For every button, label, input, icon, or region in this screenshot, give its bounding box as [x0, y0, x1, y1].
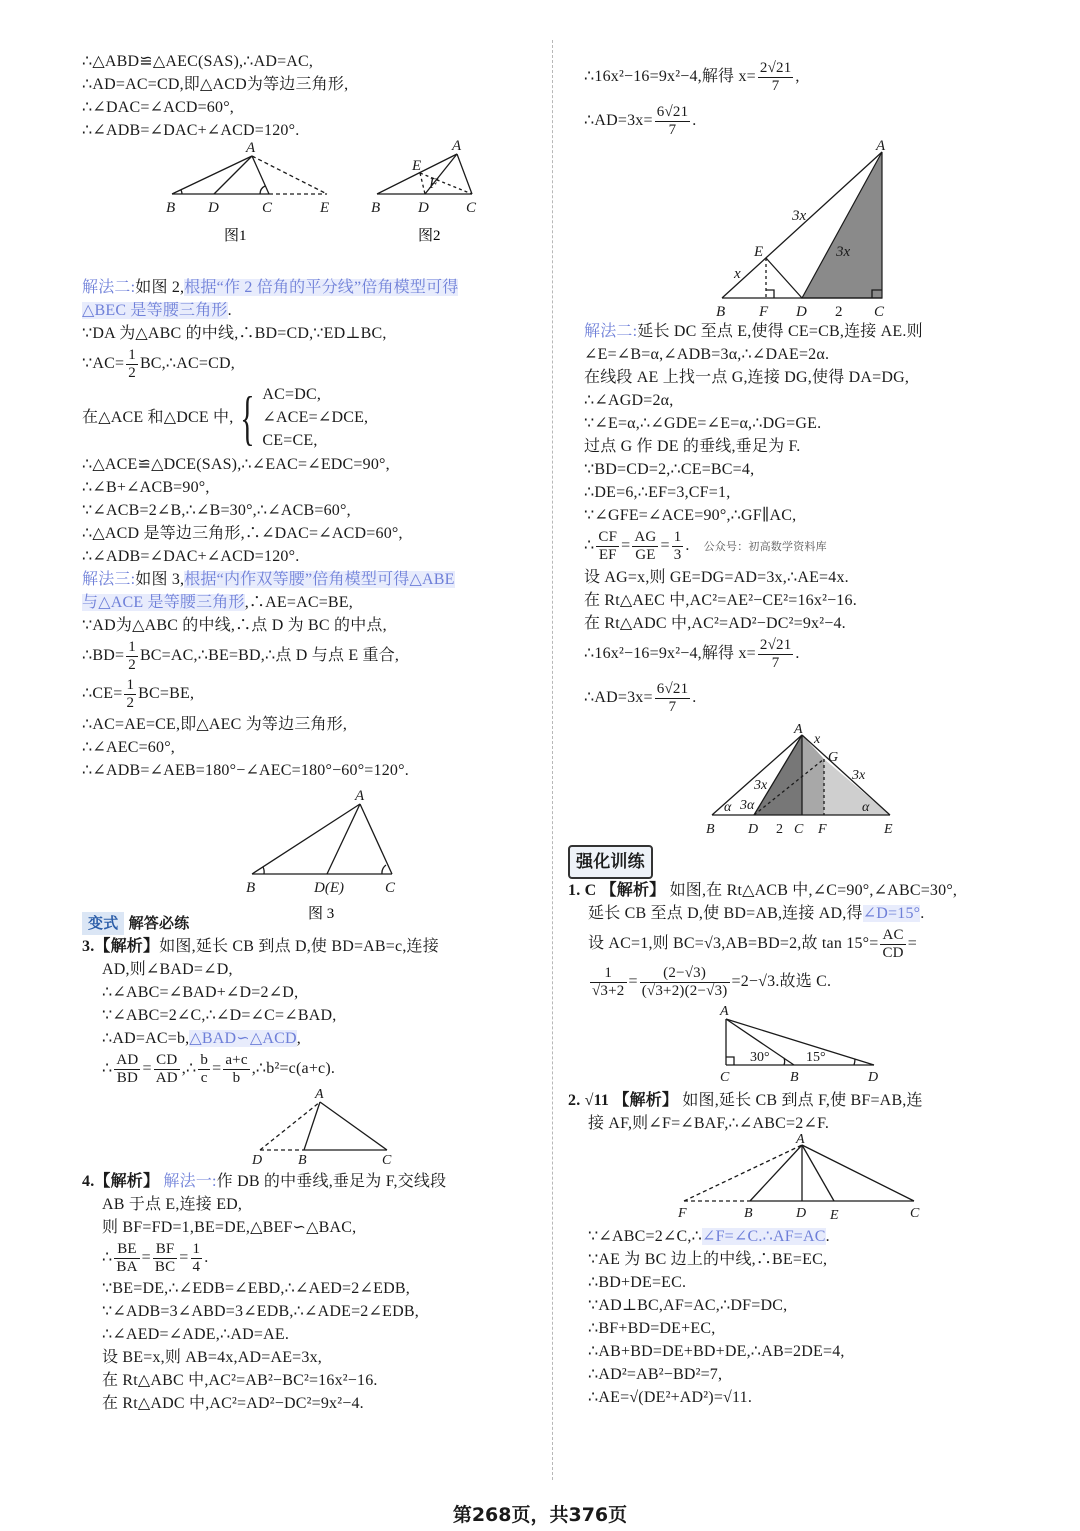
- svg-text:E: E: [320, 200, 330, 216]
- line: ∴∠AED=∠ADE,∴AD=AE.: [102, 1326, 290, 1343]
- variant-header: 变式 解答必练: [82, 912, 544, 935]
- right-column: ∴16x²−16=9x²−4,解得 x= $\frac{2√21}{7}$ , ∴AD=3x= $\frac{6√21}{7}$ . A E B F D 2 C 3x 3x x 解法二:延长 DC 至点 E,使得 CE=CB,连接 AE.则 ∠E=∠B=α,∠ADB=3α,∴∠DAE=2α. 在线段 AE 上找一点 G,连接 DG,使得 DA=DG, ∴∠AGD=2α, ∵∠E=α,∴∠GDE=∠E=α,∴DG=GE. 过点 G 作 DE 的垂线,垂足为 F. ∵BD=CD=2,∴CE=BC=4, ∴DE=6,∴EF=3,CF=1, ∵∠GFE=∠ACE=90°,∴GF∥AC, ∴ $\frac{CF}{EF}$ = $\frac{AG}{GE}$ = $\frac{1}{3}$ . 公众号：初高数学资料库 设 AG=x,则 GE=DG=AD=3x,∴AE=4x. 在 Rt△AEC 中,AC²=AE²−CE²=16x²−16. 在 Rt△ADC 中,AC²=AD²−DC²=9x²−4. ∴16x²−16=9x²−4,解得 x= $\frac{2√21}{7}$ . ∴AD=3x= $\frac{6√21}{7}$ . A x G 3x 3x 3α α α B D 2 C F E 强化训练 1. C 【解析】 如图,在 Rt△ACB 中,∠C=90°,∠ABC=30°, 延长 CB 至点 D,使 BD=AB,连接 AD,得∠D=15°. 设 AC=1,则 BC=√3,AB=BD=2,故 tan 15°= $\frac{AC}{CD}$ = $\frac{1}{√3+2}$ = $\frac{(2-√3)}{(√3+2)(2-√3)}$ =2−√3.故选 C. A C B D 30° 15° 2. √11 【解析】 如图,延长 CB 到点 F,使 BF=AB,连 接 AF,则∠F=∠BAF,∴∠ABC=2∠F. A F B D E C ∵∠ABC=2∠C,∴∠F=∠C.∴AF=AC. ∵AE 为 BC 边上的中线,∴BE=EC, ∴BD+DE=EC. ∵AD⊥BC,AF=AC,∴DF=DC, ∴BF+BD=DE+EC, ∴AB+BD=DE+BD+DE,∴AB=2DE=4, ∴AD²=AB²−BD²=7, ∴AE=√(DE²+AD²)=√11.: [584, 58, 1034, 1409]
- line: ∴∠DAC=∠ACD=60°,: [82, 99, 234, 116]
- line: ∵∠E=α,∴∠GDE=∠E=α,∴DG=GE.: [584, 415, 822, 432]
- system-line: 在△ACE 和△DCE 中, { AC=DC, ∠ACE=∠DCE, CE=CE,: [82, 384, 369, 451]
- line: ∴△ACD 是等边三角形,∴∠DAC=∠ACD=60°,: [82, 525, 403, 542]
- svg-text:D: D: [796, 1206, 807, 1221]
- line: ∵∠ABC=2∠C,∴∠D=∠C=∠BAD,: [102, 1007, 337, 1024]
- figure-q4-1: [584, 138, 1034, 320]
- svg-text:B: B: [716, 304, 726, 320]
- line: ∴∠B+∠ACB=90°,: [82, 479, 210, 496]
- svg-text:3x: 3x: [836, 244, 851, 260]
- method2-line: 解法二:如图 2,根据“作 2 倍角的平分线”倍角模型可得: [82, 279, 459, 296]
- line: 设 AG=x,则 GE=DG=AD=3x,∴AE=4x.: [584, 569, 849, 586]
- variant-tag: 变式: [82, 912, 124, 935]
- method-label: 解法三:: [82, 571, 136, 588]
- line: ∴∠AEC=60°,: [82, 739, 176, 756]
- fig3-caption: 图 3: [308, 906, 335, 922]
- line: ∵BD=CD=2,∴CE=BC=4,: [584, 461, 755, 478]
- line: ∴AD²=AB²−BD²=7,: [588, 1366, 723, 1383]
- svg-text:A: A: [315, 1087, 324, 1102]
- r12-fractions: ∴ $\frac{CF}{EF}$ = $\frac{AG}{GE}$ = $\frac{1}{3}$ . 公众号：初高数学资料库: [584, 528, 827, 563]
- svg-text:C: C: [466, 200, 477, 216]
- line: 在 Rt△ADC 中,AC²=AD²−DC²=9x²−4.: [584, 615, 846, 632]
- line: ∠E=∠B=α,∠ADB=3α,∴∠DAE=2α.: [584, 346, 830, 363]
- q3-line: 3.【解析】如图,延长 CB 到点 D,使 BD=AB=c,连接: [82, 938, 439, 955]
- svg-text:D: D: [796, 304, 807, 320]
- figure-1-2: [82, 138, 544, 272]
- svg-text:C: C: [382, 1153, 392, 1168]
- line: AD,则∠BAD=∠D,: [102, 961, 233, 978]
- label-A: A: [246, 140, 256, 156]
- svg-text:D: D: [208, 200, 219, 216]
- svg-text:D: D: [748, 822, 759, 837]
- svg-text:B: B: [744, 1206, 753, 1221]
- svg-text:G: G: [828, 750, 839, 765]
- svg-text:B: B: [371, 200, 381, 216]
- svg-text:E: E: [412, 158, 422, 174]
- line: ∴AD=AC=CD,即△ACD为等边三角形,: [82, 76, 349, 93]
- svg-text:2: 2: [835, 304, 843, 320]
- svg-text:3x: 3x: [852, 768, 866, 783]
- svg-text:B: B: [246, 880, 256, 896]
- svg-text:A: A: [355, 788, 365, 804]
- line: 在 Rt△ABC 中,AC²=AB²−BC²=16x²−16.: [102, 1372, 378, 1389]
- svg-text:E: E: [754, 244, 764, 260]
- q2-line: 2. √11 【解析】 如图,延长 CB 到点 F,使 BF=AB,连: [568, 1092, 923, 1109]
- line: ∴△ACE≌△DCE(SAS),∴∠EAC=∠EDC=90°,: [82, 456, 390, 473]
- svg-text:F: F: [678, 1206, 687, 1221]
- line: ∵AC= $\frac{1}{2}$ BC,∴AC=CD,: [82, 346, 235, 381]
- svg-text:A: A: [794, 722, 803, 737]
- line: ∴∠ADB=∠AEB=180°−∠AEC=180°−60°=120°.: [82, 762, 409, 779]
- line: ∴AC=AE=CE,即△AEC 为等边三角形,: [82, 716, 348, 733]
- svg-text:A: A: [452, 138, 462, 154]
- line: 在线段 AE 上找一点 G,连接 DG,使得 DA=DG,: [584, 369, 910, 386]
- method3-line: 解法三:如图 3,根据“内作双等腰”倍角模型可得△ABE: [82, 571, 455, 588]
- line: ∴CE= $\frac{1}{2}$ BC=BE,: [82, 676, 195, 711]
- svg-text:C: C: [385, 880, 396, 896]
- q3-fractions: ∴ $\frac{AD}{BD}$ = $\frac{CD}{AD}$ ,∴ $\frac{b}{c}$ = $\frac{a+c}{b}$ ,∴b²=c(a+c).: [102, 1051, 336, 1086]
- q4-line: 4.【解析】 解法一:作 DB 的中垂线,垂足为 F,交线段: [82, 1173, 447, 1190]
- line: 接 AF,则∠F=∠BAF,∴∠ABC=2∠F.: [588, 1115, 830, 1132]
- svg-text:C: C: [794, 822, 804, 837]
- page-footer: 第268页，共376页: [452, 1504, 628, 1526]
- svg-text:C: C: [874, 304, 885, 320]
- svg-text:C: C: [262, 200, 273, 216]
- line: ∵DA 为△ABC 的中线,∴BD=CD,∵ED⊥BC,: [82, 325, 387, 342]
- svg-text:C: C: [910, 1206, 920, 1221]
- watermark-note: 公众号：初高数学资料库: [703, 540, 827, 553]
- highlight: 根据“作 2 倍角的平分线”倍角模型可得: [184, 279, 459, 296]
- line: 在 Rt△ADC 中,AC²=AD²−DC²=9x²−4.: [102, 1395, 364, 1412]
- svg-text:B: B: [298, 1153, 307, 1168]
- line: ∴∠ADB=∠DAC+∠ACD=120°.: [82, 122, 300, 139]
- figure-q4-2: [584, 721, 1034, 837]
- line: ∵AE 为 BC 边上的中线,∴BE=EC,: [588, 1251, 828, 1268]
- svg-text:x: x: [814, 732, 821, 747]
- line: 设 BE=x,则 AB=4x,AD=AE=3x,: [102, 1349, 323, 1366]
- line: ∴∠AGD=2α,: [584, 392, 674, 409]
- svg-text:B: B: [166, 200, 176, 216]
- line: ∴BD= $\frac{1}{2}$ BC=AC,∴BE=BD,∴点 D 与点 E 重合,: [82, 638, 400, 673]
- svg-text:A: A: [720, 1004, 729, 1019]
- svg-text:B: B: [790, 1070, 799, 1085]
- fig2-caption: 图2: [418, 228, 441, 244]
- line: ∴AB+BD=DE+BD+DE,∴AB=2DE=4,: [588, 1343, 845, 1360]
- svg-text:F: F: [759, 304, 769, 320]
- svg-text:A: A: [876, 138, 886, 154]
- line: 在 Rt△AEC 中,AC²=AE²−CE²=16x²−16.: [584, 592, 857, 609]
- line: 则 BF=FD=1,BE=DE,△BEF∽△BAC,: [102, 1219, 357, 1236]
- line: ∴∠ABC=∠BAD+∠D=2∠D,: [102, 984, 299, 1001]
- line: ∴DE=6,∴EF=3,CF=1,: [584, 484, 731, 501]
- line: ∴BF+BD=DE+EC,: [588, 1320, 716, 1337]
- line: ∵∠ADB=3∠ABD=3∠EDB,∴∠ADE=2∠EDB,: [102, 1303, 419, 1320]
- svg-text:D: D: [252, 1153, 263, 1168]
- svg-text:C: C: [720, 1070, 730, 1085]
- figure-q3: [82, 1087, 544, 1168]
- figure-q2: [584, 1132, 1034, 1223]
- line: ∴△ABD≌△AEC(SAS),∴AD=AC,: [82, 53, 314, 70]
- svg-text:D: D: [418, 200, 429, 216]
- svg-text:3α: 3α: [740, 798, 755, 813]
- fig1-line-ba: [172, 156, 252, 194]
- column-divider: [552, 40, 553, 1480]
- svg-text:E: E: [884, 822, 893, 837]
- figure-3: [82, 786, 544, 922]
- svg-text:3x: 3x: [792, 208, 807, 224]
- svg-text:x: x: [734, 266, 741, 282]
- figure-q1: [584, 1004, 1034, 1085]
- q1-line: 1. C 【解析】 如图,在 Rt△ACB 中,∠C=90°,∠ABC=30°,: [568, 882, 958, 899]
- fig1-caption: 图1: [224, 228, 247, 244]
- line: ∵∠GFE=∠ACE=90°,∴GF∥AC,: [584, 507, 797, 524]
- q4-fractions: ∴ $\frac{BE}{BA}$ = $\frac{BF}{BC}$ = $\frac{1}{4}$ .: [102, 1240, 209, 1275]
- line: ∵BE=DE,∴∠EDB=∠EBD,∴∠AED=2∠EDB,: [102, 1280, 410, 1297]
- svg-text:D: D: [868, 1070, 879, 1085]
- svg-text:A: A: [796, 1132, 805, 1147]
- method-label: 解法二:: [82, 279, 136, 296]
- svg-text:30°: 30°: [750, 1050, 770, 1065]
- line: ∴∠ADB=∠DAC+∠ACD=120°.: [82, 548, 300, 565]
- line: ∵AD为△ABC 的中线,∴点 D 为 BC 的中点,: [82, 617, 387, 634]
- line: ∴AE=√(DE²+AD²)=√11.: [588, 1389, 753, 1406]
- line: 过点 G 作 DE 的垂线,垂足为 F.: [584, 438, 801, 455]
- highlight: △BEC 是等腰三角形: [82, 302, 228, 319]
- svg-text:15°: 15°: [806, 1050, 826, 1065]
- svg-text:E: E: [830, 1208, 839, 1223]
- svg-text:2: 2: [776, 822, 783, 837]
- svg-text:α: α: [862, 800, 870, 815]
- svg-text:B: B: [706, 822, 715, 837]
- line: ∵AD⊥BC,AF=AC,∴DF=DC,: [588, 1297, 788, 1314]
- svg-text:F: F: [429, 176, 439, 192]
- svg-text:α: α: [724, 800, 732, 815]
- brace: {: [240, 384, 256, 451]
- left-column: ∴△ABD≌△AEC(SAS),∴AD=AC, ∴AD=AC=CD,即△ACD为等边三角形, ∴∠DAC=∠ACD=60°, ∴∠ADB=∠DAC+∠ACD=120°. A B D C E A E F B D C 图1 图2 解法二:如图 2,根据“作 2 倍角的平分线”倍角模型可得 △BEC 是等腰三角形. ∵DA 为△ABC 的中线,∴BD=CD,∵ED⊥BC, ∵AC= $\frac{1}{2}$ BC,∴AC=CD, 在△ACE 和△DCE 中, { AC=DC, ∠ACE=∠DCE, CE=CE, ∴△ACE≌△DCE(SAS),∴∠EAC=∠EDC=90°, ∴∠B+∠ACB=90°, ∵∠ACB=2∠B,∴∠B=30°,∴∠ACB=60°, ∴△ACD 是等边三角形,∴∠DAC=∠ACD=60°, ∴∠ADB=∠DAC+∠ACD=120°. 解法三:如图 3,根据“内作双等腰”倍角模型可得△ABE 与△ACE 是等腰三角形,∴AE=AC=BE, ∵AD为△ABC 的中线,∴点 D 为 BC 的中点, ∴BD= $\frac{1}{2}$ BC=AC,∴BE=BD,∴点 D 与点 E 重合, ∴CE= $\frac{1}{2}$ BC=BE, ∴AC=AE=CE,即△AEC 为等边三角形, ∴∠AEC=60°, ∴∠ADB=∠AEB=180°−∠AEC=180°−60°=120°. A B D(E) C 图 3 变式 解答必练 3.【解析】如图,延长 CB 到点 D,使 BD=AB=c,连接 AD,则∠BAD=∠D, ∴∠ABC=∠BAD+∠D=2∠D, ∵∠ABC=2∠C,∴∠D=∠C=∠BAD, ∴AD=AC=b,△BAD∽△ACD, ∴ $\frac{AD}{BD}$ = $\frac{CD}{AD}$ ,∴ $\frac{b}{c}$ = $\frac{a+c}{b}$ ,∴b²=c(a+c). A D B C 4.【解析】 解法一:作 DB 的中垂线,垂足为 F,交线段 AB 于点 E,连接 ED, 则 BF=FD=1,BE=DE,△BEF∽△BAC, ∴ $\frac{BE}{BA}$ = $\frac{BF}{BC}$ = $\frac{1}{4}$ . ∵BE=DE,∴∠EDB=∠EBD,∴∠AED=2∠EDB, ∵∠ADB=3∠ABD=3∠EDB,∴∠ADE=2∠EDB, ∴∠AED=∠ADE,∴AD=AE. 设 BE=x,则 AB=4x,AD=AE=3x, 在 Rt△ABC 中,AC²=AB²−BC²=16x²−16. 在 Rt△ADC 中,AC²=AD²−DC²=9x²−4.: [82, 50, 544, 1415]
- line: ∵∠ACB=2∠B,∴∠B=30°,∴∠ACB=60°,: [82, 502, 351, 519]
- line: ∴BD+DE=EC.: [588, 1274, 687, 1291]
- svg-text:3x: 3x: [754, 778, 768, 793]
- svg-text:F: F: [818, 822, 827, 837]
- svg-text:D(E): D(E): [314, 880, 344, 896]
- line: AB 于点 E,连接 ED,: [102, 1196, 243, 1213]
- training-tag: 强化训练: [568, 845, 653, 879]
